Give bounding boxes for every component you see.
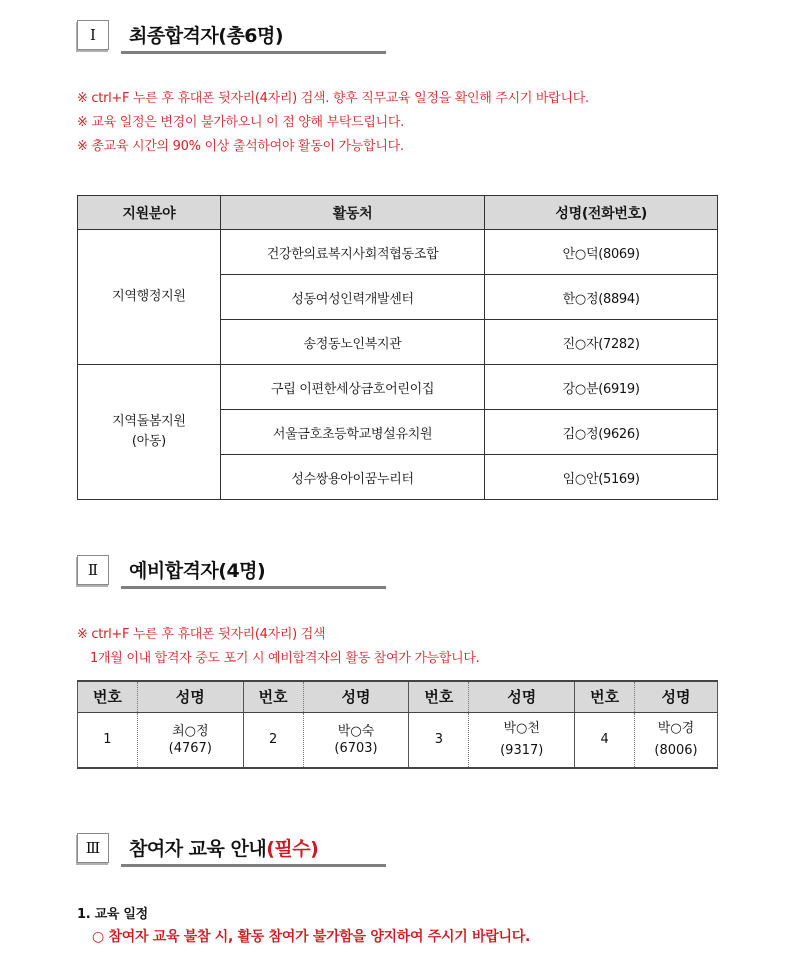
table-row bbox=[78, 230, 718, 275]
name-cell: 한○정(8894) bbox=[485, 275, 718, 320]
column-header-number: 번호 bbox=[78, 681, 138, 712]
section-1-notes bbox=[77, 87, 589, 159]
name-text: 최○정 bbox=[172, 723, 209, 739]
phone-text: (8006) bbox=[654, 742, 698, 758]
section-numeral-box: Ⅲ bbox=[77, 833, 109, 863]
place-cell: 서울금호초등학교병설유치원 bbox=[220, 410, 485, 455]
phone-text: (9317) bbox=[500, 742, 544, 758]
place-cell: 송정동노인복지관 bbox=[220, 320, 485, 365]
column-header-name: 성명 bbox=[137, 681, 243, 712]
subheading-education-schedule: 1. 교육 일정 bbox=[77, 907, 148, 922]
place-cell: 성동여성인력개발센터 bbox=[220, 275, 485, 320]
number-cell: 1 bbox=[78, 712, 138, 768]
column-header: 성명(전화번호) bbox=[485, 196, 718, 230]
section-title bbox=[121, 833, 386, 867]
name-cell: 김○정(9626) bbox=[485, 410, 718, 455]
note-line: ※ ctrl+F 누른 후 휴대폰 뒷자리(4자리) 검색. 향후 직무교육 일정을 확인해 주시기 바랍니다. bbox=[77, 91, 589, 106]
column-header-number: 번호 bbox=[409, 681, 469, 712]
table-row bbox=[78, 712, 718, 768]
phone-text: (4767) bbox=[168, 740, 212, 756]
name-cell bbox=[303, 712, 409, 768]
category-line: 지역돌봄지원 bbox=[112, 414, 186, 429]
place-cell: 구립 이편한세상금호어린이집 bbox=[220, 365, 485, 410]
category-cell bbox=[78, 365, 221, 500]
name-cell bbox=[635, 712, 718, 768]
section-title: 최종합격자(총6명) bbox=[121, 20, 386, 54]
column-header-name: 성명 bbox=[303, 681, 409, 712]
name-text: 박○숙 bbox=[337, 723, 375, 739]
note-line: 1개월 이내 합격자 중도 포기 시 예비합격자의 활동 참여가 가능합니다. bbox=[90, 651, 480, 666]
section-title-text: 참여자 교육 안내 bbox=[129, 838, 267, 860]
name-cell bbox=[469, 712, 575, 768]
table-header-row bbox=[78, 196, 718, 230]
table-row bbox=[78, 365, 718, 410]
column-header: 활동처 bbox=[220, 196, 485, 230]
name-cell bbox=[137, 712, 243, 768]
place-cell: 건강한의료복지사회적협동조합 bbox=[220, 230, 485, 275]
section-2-notes bbox=[77, 623, 480, 671]
section-title: 예비합격자(4명) bbox=[121, 555, 386, 589]
name-cell: 임○안(5169) bbox=[485, 455, 718, 500]
name-text: 박○천 bbox=[503, 720, 540, 736]
place-cell: 성수쌍용아이꿈누리터 bbox=[220, 455, 485, 500]
column-header-name: 성명 bbox=[635, 681, 718, 712]
note-line: ※ 교육 일정은 변경이 불가하오니 이 점 양해 부탁드립니다. bbox=[77, 115, 405, 130]
note-line: ※ ctrl+F 누른 후 휴대폰 뒷자리(4자리) 검색 bbox=[77, 627, 326, 642]
note-line: ※ 총교육 시간의 90% 이상 출석하여야 활동이 가능합니다. bbox=[77, 139, 404, 154]
name-text: 박○경 bbox=[657, 720, 695, 736]
number-cell: 3 bbox=[409, 712, 469, 768]
column-header: 지원분야 bbox=[78, 196, 221, 230]
section-numeral-box: Ⅰ bbox=[77, 20, 109, 50]
number-cell: 4 bbox=[575, 712, 635, 768]
section-numeral-box: Ⅱ bbox=[77, 555, 109, 585]
name-cell: 진○자(7282) bbox=[485, 320, 718, 365]
number-cell: 2 bbox=[243, 712, 303, 768]
reserve-passers-table bbox=[77, 680, 718, 769]
column-header-number: 번호 bbox=[243, 681, 303, 712]
final-passers-table bbox=[77, 195, 718, 500]
mandatory-attendance-note: ○ 참여자 교육 불참 시, 활동 참여가 불가함을 양지하여 주시기 바랍니다. bbox=[92, 929, 530, 945]
section-title-emphasis: (필수) bbox=[266, 838, 319, 860]
category-cell: 지역행정지원 bbox=[78, 230, 221, 365]
column-header-name: 성명 bbox=[469, 681, 575, 712]
column-header-number: 번호 bbox=[575, 681, 635, 712]
name-cell: 안○덕(8069) bbox=[485, 230, 718, 275]
phone-text: (6703) bbox=[334, 740, 378, 756]
name-cell: 강○분(6919) bbox=[485, 365, 718, 410]
category-line: (아동) bbox=[131, 434, 166, 449]
table-header-row bbox=[78, 681, 718, 712]
